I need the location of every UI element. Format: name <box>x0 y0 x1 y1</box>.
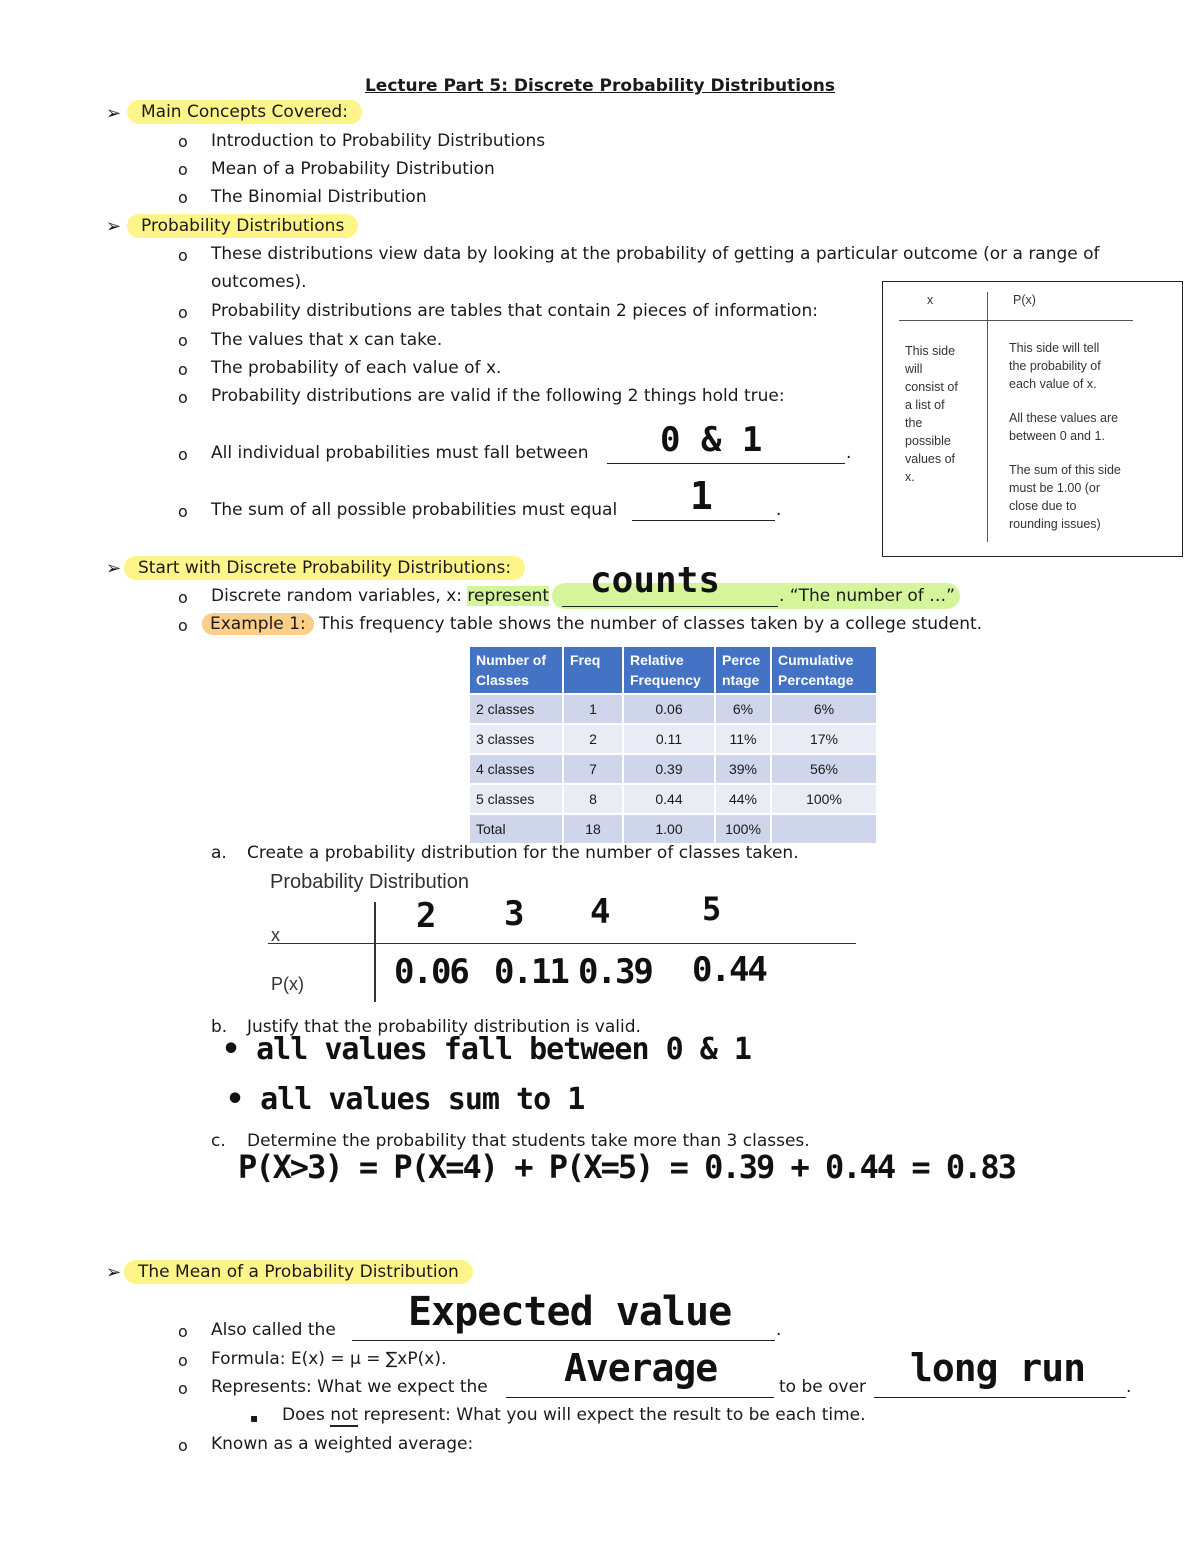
mean-heading: The Mean of a Probability Distribution <box>124 1260 473 1284</box>
table-row: 5 classes 8 0.44 44% 100% <box>469 784 877 814</box>
table-row: Total 18 1.00 100% <box>469 814 877 844</box>
handwritten-answer: long run <box>910 1346 1086 1390</box>
x-value: 2 <box>416 896 437 936</box>
part-text: Justify that the probability distribution is valid. <box>247 1017 641 1037</box>
list-bullet: o <box>178 246 188 265</box>
column-header: Cumulative Percentage <box>771 646 877 694</box>
prob-dist-heading: Probability Distributions <box>127 214 358 238</box>
handwritten-answer: Expected value <box>408 1289 732 1335</box>
period: . <box>846 443 852 463</box>
box-horizontal-rule <box>899 320 1133 321</box>
table-row: 4 classes 7 0.39 39% 56% <box>469 754 877 784</box>
distribution-title: Probability Distribution <box>270 871 469 893</box>
handwritten-answer: • all values sum to 1 <box>226 1082 585 1117</box>
list-bullet: o <box>178 1351 188 1370</box>
column-header: Perce ntage <box>715 646 771 694</box>
x-value: 5 <box>702 890 722 928</box>
underlined-not: not <box>330 1405 359 1425</box>
handwritten-answer: 0 & 1 <box>660 420 763 460</box>
column-header: Number of Classes <box>469 646 563 694</box>
column-header: Freq <box>563 646 623 694</box>
list-item: Probability distributions are tables that contain 2 pieces of information: <box>211 301 818 321</box>
period: . <box>776 1320 782 1340</box>
p-value: 0.39 <box>578 952 652 992</box>
list-item-mid: to be over <box>779 1377 867 1397</box>
list-bullet: o <box>178 1322 188 1341</box>
list-bullet: o <box>178 160 188 179</box>
part-label: a. <box>211 843 227 863</box>
sub-list-item: Does not represent: What you will expect the result to be each time. <box>282 1405 866 1425</box>
list-item: Known as a weighted average: <box>211 1434 474 1454</box>
distribution-vertical-rule <box>374 902 376 1002</box>
box-col1-header: x <box>927 293 934 307</box>
list-bullet: o <box>178 1379 188 1398</box>
list-item: The sum of all possible probabilities must equal <box>211 500 618 520</box>
list-item: Mean of a Probability Distribution <box>211 159 495 179</box>
arrow-bullet-icon: ➢ <box>106 558 122 579</box>
list-item: Example 1: This frequency table shows the number of classes taken by a college student. <box>202 613 982 635</box>
list-bullet: o <box>178 360 188 379</box>
list-item: The Binomial Distribution <box>211 187 427 207</box>
page-title: Lecture Part 5: Discrete Probability Distributions <box>364 76 836 96</box>
list-item-continuation: outcomes). <box>211 272 307 292</box>
box-col1-text: This side will consist of a list of the possible values of x. <box>905 344 958 484</box>
p-value: 0.06 <box>394 952 468 992</box>
list-bullet: o <box>178 1436 188 1455</box>
row-label-px: P(x) <box>271 974 304 994</box>
list-bullet: o <box>178 502 188 521</box>
list-bullet: o <box>178 132 188 151</box>
list-item: Introduction to Probability Distributions <box>211 131 546 151</box>
list-item: Represents: What we expect the <box>211 1377 488 1397</box>
handwritten-answer: 1 <box>690 474 713 518</box>
example-label: Example 1: <box>202 613 314 635</box>
discrete-heading: Start with Discrete Probability Distributions: <box>124 556 525 580</box>
table-row: 2 classes 1 0.06 6% 6% <box>469 694 877 724</box>
list-item: Also called the <box>211 1320 336 1340</box>
main-concepts-heading: Main Concepts Covered: <box>127 100 362 124</box>
handwritten-answer: Average <box>564 1346 718 1390</box>
arrow-bullet-icon: ➢ <box>106 103 122 124</box>
frequency-table <box>468 645 878 845</box>
part-text: Determine the probability that students take more than 3 classes. <box>247 1131 810 1151</box>
p-value: 0.11 <box>494 952 568 992</box>
list-item: Probability distributions are valid if the following 2 things hold true: <box>211 386 785 406</box>
part-label: c. <box>211 1131 226 1151</box>
handwritten-answer: • all values fall between 0 & 1 <box>222 1032 751 1067</box>
handwritten-answer: P(X>3) = P(X=4) + P(X=5) = 0.39 + 0.44 = 0.83 <box>238 1148 1015 1186</box>
list-item-tail: . “The number of …” <box>779 586 955 606</box>
column-header: Relative Frequency <box>623 646 715 694</box>
row-label-x: x <box>271 925 280 945</box>
list-item: The values that x can take. <box>211 330 443 350</box>
explanation-box <box>882 281 1183 557</box>
list-bullet: o <box>178 188 188 207</box>
part-label: b. <box>211 1017 228 1037</box>
table-row: 3 classes 2 0.11 11% 17% <box>469 724 877 754</box>
table-header-row <box>469 646 877 694</box>
list-bullet: o <box>178 588 188 607</box>
distribution-horizontal-rule <box>268 943 856 944</box>
arrow-bullet-icon: ➢ <box>106 216 122 237</box>
period: . <box>776 500 782 520</box>
p-value: 0.44 <box>692 950 766 990</box>
box-vertical-rule <box>987 292 988 542</box>
arrow-bullet-icon: ➢ <box>106 1262 122 1283</box>
list-bullet: o <box>178 616 188 635</box>
x-value: 4 <box>590 892 611 932</box>
list-item: All individual probabilities must fall between <box>211 443 589 463</box>
x-value: 3 <box>504 894 525 934</box>
list-bullet: o <box>178 303 188 322</box>
box-col2-header: P(x) <box>1013 293 1036 307</box>
period: . <box>1126 1377 1132 1397</box>
formula-item: Formula: E(x) = μ = ∑xP(x). <box>211 1349 447 1369</box>
list-bullet: o <box>178 331 188 350</box>
list-bullet: o <box>178 388 188 407</box>
square-bullet-icon: ▪ <box>250 1411 259 1425</box>
list-bullet: o <box>178 445 188 464</box>
part-text: Create a probability distribution for the number of classes taken. <box>247 843 799 863</box>
list-item: Discrete random variables, x: represent <box>211 586 550 606</box>
handwritten-answer: counts <box>590 560 721 601</box>
list-item: The probability of each value of x. <box>211 358 502 378</box>
box-col2-text: This side will tell the probability of each value of x. All these values are between 0 and 1. The sum of this side must be 1.00 (or close due to rounding issues) <box>1009 341 1121 531</box>
list-item: These distributions view data by looking at the probability of getting a particular outcome (or a range of <box>211 244 1100 264</box>
